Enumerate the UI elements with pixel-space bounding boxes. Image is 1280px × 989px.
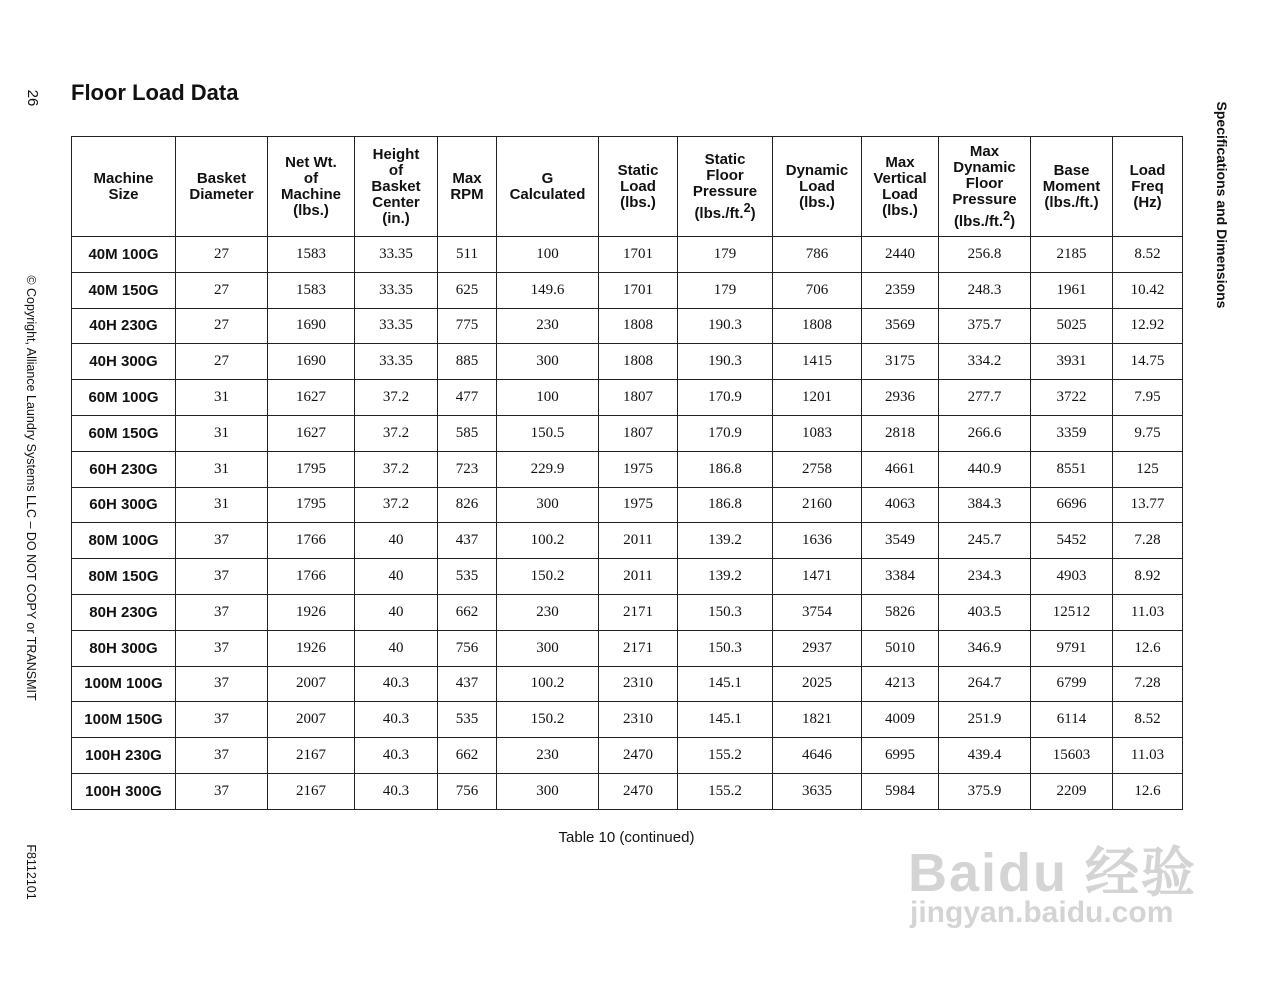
table-row <box>72 272 1183 308</box>
table-cell: 12.6 <box>1113 630 1183 666</box>
column-header-line: of <box>388 161 404 179</box>
column-header <box>678 137 773 237</box>
table-cell: 1807 <box>599 415 678 451</box>
table-cell: 300 <box>497 630 599 666</box>
column-header-unit-end: ) <box>1010 212 1016 230</box>
watermark-url-text: jingyan.baidu.com <box>910 896 1174 929</box>
table-row <box>72 738 1183 774</box>
floor-load-table <box>71 136 1183 810</box>
table-cell: 40.3 <box>355 666 438 702</box>
table-cell: 2167 <box>268 773 355 809</box>
table-row <box>72 380 1183 416</box>
column-header-line: Moment <box>1042 177 1101 195</box>
table-cell: 9791 <box>1031 630 1113 666</box>
table-cell: 186.8 <box>678 487 773 523</box>
table-row <box>72 344 1183 380</box>
column-header-line: Base <box>1053 161 1090 179</box>
table-cell: 33.35 <box>355 237 438 273</box>
table-cell: 27 <box>176 308 268 344</box>
column-header-line: Dynamic <box>785 161 849 179</box>
table-body <box>72 237 1183 810</box>
table-cell: 300 <box>497 344 599 380</box>
table-cell: 40.3 <box>355 702 438 738</box>
table-cell: 1471 <box>773 559 862 595</box>
table-row <box>72 523 1183 559</box>
machine-size-cell: 60M 100G <box>72 380 176 416</box>
table-cell: 2171 <box>599 594 678 630</box>
table-cell: 1766 <box>268 559 355 595</box>
table-cell: 37.2 <box>355 380 438 416</box>
table-cell: 186.8 <box>678 451 773 487</box>
column-header-line: Static <box>617 161 659 179</box>
column-header-line: Dynamic <box>953 158 1016 176</box>
table-row <box>72 666 1183 702</box>
table-cell: 266.6 <box>939 415 1031 451</box>
table-cell: 535 <box>438 702 497 738</box>
column-header-line: (lbs.) <box>293 201 329 219</box>
table-cell: 40.3 <box>355 738 438 774</box>
column-header-line: G <box>541 169 554 187</box>
machine-size-cell: 100H 300G <box>72 773 176 809</box>
table-cell: 5010 <box>862 630 939 666</box>
table-cell: 1583 <box>268 272 355 308</box>
table-cell: 150.2 <box>497 559 599 595</box>
table-cell: 1795 <box>268 451 355 487</box>
column-header <box>72 137 176 237</box>
table-cell: 706 <box>773 272 862 308</box>
table-cell: 31 <box>176 380 268 416</box>
table-cell: 37 <box>176 773 268 809</box>
table-cell: 100 <box>497 380 599 416</box>
table-cell: 3384 <box>862 559 939 595</box>
column-header <box>176 137 268 237</box>
column-header <box>438 137 497 237</box>
machine-size-cell: 40M 150G <box>72 272 176 308</box>
column-header-line: Load <box>799 177 835 195</box>
table-cell: 1627 <box>268 380 355 416</box>
table-cell: 662 <box>438 594 497 630</box>
column-header-line: Floor <box>965 174 1004 192</box>
table-cell: 826 <box>438 487 497 523</box>
machine-size-cell: 80M 150G <box>72 559 176 595</box>
table-cell: 37 <box>176 594 268 630</box>
table-row <box>72 415 1183 451</box>
column-header-line: Vertical <box>873 169 927 187</box>
table-cell: 5025 <box>1031 308 1113 344</box>
section-heading: Specifications and Dimensions <box>1214 101 1230 309</box>
table-cell: 230 <box>497 308 599 344</box>
table-cell: 256.8 <box>939 237 1031 273</box>
column-header-line: Floor <box>706 166 744 184</box>
column-header <box>355 137 438 237</box>
table-header-row <box>72 137 1183 237</box>
machine-size-cell: 100M 100G <box>72 666 176 702</box>
table-cell: 3175 <box>862 344 939 380</box>
column-header-line: Machine <box>93 169 154 187</box>
table-cell: 190.3 <box>678 308 773 344</box>
table-cell: 4661 <box>862 451 939 487</box>
column-header <box>268 137 355 237</box>
table-cell: 384.3 <box>939 487 1031 523</box>
column-header <box>1113 137 1183 237</box>
machine-size-cell: 60M 150G <box>72 415 176 451</box>
column-header-line: of <box>303 169 319 187</box>
table-cell: 37 <box>176 523 268 559</box>
table-cell: 15603 <box>1031 738 1113 774</box>
table-row <box>72 487 1183 523</box>
table-cell: 756 <box>438 773 497 809</box>
table-cell: 150.3 <box>678 594 773 630</box>
copyright-notice: © Copyright, Alliance Laundry Systems LLC – DO NOT COPY or TRANSMIT <box>24 275 38 701</box>
table-cell: 9.75 <box>1113 415 1183 451</box>
table-cell: 170.9 <box>678 415 773 451</box>
column-header-line: Max <box>969 142 1000 160</box>
column-header-line: Pressure <box>692 182 758 200</box>
table-cell: 2359 <box>862 272 939 308</box>
table-cell: 33.35 <box>355 344 438 380</box>
table-cell: 100.2 <box>497 523 599 559</box>
column-header <box>497 137 599 237</box>
table-cell: 245.7 <box>939 523 1031 559</box>
table-cell: 3931 <box>1031 344 1113 380</box>
table-cell: 2011 <box>599 559 678 595</box>
table-cell: 37 <box>176 630 268 666</box>
table-cell: 7.28 <box>1113 666 1183 702</box>
table-cell: 585 <box>438 415 497 451</box>
table-cell: 31 <box>176 415 268 451</box>
column-header-line: Freq <box>1131 177 1164 195</box>
column-header-unit: (lbs./ft. <box>694 204 744 222</box>
table-cell: 4063 <box>862 487 939 523</box>
column-header-unit: (lbs./ft. <box>953 212 1004 230</box>
table-cell: 334.2 <box>939 344 1031 380</box>
table-cell: 1201 <box>773 380 862 416</box>
page-title: Floor Load Data <box>71 80 239 105</box>
table-cell: 248.3 <box>939 272 1031 308</box>
column-header-line: Pressure <box>952 190 1017 208</box>
column-header-unit-exponent: 2 <box>1003 208 1011 223</box>
table-cell: 346.9 <box>939 630 1031 666</box>
table-cell: 786 <box>773 237 862 273</box>
column-header-line: Static <box>704 150 746 168</box>
column-header-line: Net Wt. <box>285 153 337 171</box>
table-cell: 4213 <box>862 666 939 702</box>
table-cell: 2310 <box>599 702 678 738</box>
table-cell: 2310 <box>599 666 678 702</box>
column-header-line: Machine <box>280 185 341 203</box>
machine-size-cell: 80H 230G <box>72 594 176 630</box>
table-row <box>72 237 1183 273</box>
table-cell: 2470 <box>599 738 678 774</box>
table-cell: 2025 <box>773 666 862 702</box>
column-header-line: (in.) <box>382 209 410 227</box>
table-cell: 2167 <box>268 738 355 774</box>
table-cell: 437 <box>438 666 497 702</box>
table-cell: 2011 <box>599 523 678 559</box>
machine-size-cell: 40H 230G <box>72 308 176 344</box>
table-cell: 775 <box>438 308 497 344</box>
table-cell: 885 <box>438 344 497 380</box>
table-cell: 1627 <box>268 415 355 451</box>
table-cell: 2160 <box>773 487 862 523</box>
table-cell: 4903 <box>1031 559 1113 595</box>
table-cell: 2937 <box>773 630 862 666</box>
table-cell: 234.3 <box>939 559 1031 595</box>
column-header-line: Calculated <box>509 185 586 203</box>
table-cell: 1808 <box>599 308 678 344</box>
machine-size-cell: 40M 100G <box>72 237 176 273</box>
column-header-unit-exponent: 2 <box>743 200 751 215</box>
watermark-main-text: Baidu 经验 <box>908 843 1198 903</box>
table-cell: 375.9 <box>939 773 1031 809</box>
column-header-line: Size <box>108 185 139 203</box>
table-cell: 37 <box>176 559 268 595</box>
table-cell: 229.9 <box>497 451 599 487</box>
table-cell: 8.52 <box>1113 702 1183 738</box>
table-cell: 723 <box>438 451 497 487</box>
table-cell: 277.7 <box>939 380 1031 416</box>
table-cell: 37 <box>176 702 268 738</box>
table-cell: 170.9 <box>678 380 773 416</box>
table-cell: 33.35 <box>355 308 438 344</box>
column-header-line: Load <box>882 185 918 203</box>
table-cell: 230 <box>497 594 599 630</box>
column-header-line: Max <box>885 153 915 171</box>
table-cell: 1766 <box>268 523 355 559</box>
table-row <box>72 451 1183 487</box>
table-cell: 1083 <box>773 415 862 451</box>
table-cell: 4646 <box>773 738 862 774</box>
column-header <box>939 137 1031 237</box>
table-cell: 1808 <box>599 344 678 380</box>
table-caption: Table 10 (continued) <box>558 829 695 846</box>
table-cell: 27 <box>176 237 268 273</box>
machine-size-cell: 80H 300G <box>72 630 176 666</box>
table-cell: 300 <box>497 773 599 809</box>
table-cell: 2171 <box>599 630 678 666</box>
table-cell: 375.7 <box>939 308 1031 344</box>
column-header-line: Load <box>620 177 656 195</box>
table-cell: 40.3 <box>355 773 438 809</box>
table-cell: 6696 <box>1031 487 1113 523</box>
table-cell: 1583 <box>268 237 355 273</box>
table-cell: 8.92 <box>1113 559 1183 595</box>
table-cell: 40 <box>355 523 438 559</box>
machine-size-cell: 60H 300G <box>72 487 176 523</box>
table-cell: 149.6 <box>497 272 599 308</box>
column-header-line: Height <box>372 145 420 163</box>
table-cell: 1807 <box>599 380 678 416</box>
table-cell: 11.03 <box>1113 594 1183 630</box>
table-cell: 40 <box>355 630 438 666</box>
table-cell: 1701 <box>599 272 678 308</box>
table-cell: 756 <box>438 630 497 666</box>
column-header-line: (Hz) <box>1133 193 1162 211</box>
table-cell: 2007 <box>268 666 355 702</box>
table-cell: 155.2 <box>678 773 773 809</box>
table-cell: 125 <box>1113 451 1183 487</box>
table-cell: 1926 <box>268 630 355 666</box>
table-cell: 2209 <box>1031 773 1113 809</box>
table-cell: 11.03 <box>1113 738 1183 774</box>
table-cell: 37.2 <box>355 487 438 523</box>
table-cell: 1636 <box>773 523 862 559</box>
document-id: F8112101 <box>24 844 38 900</box>
table-cell: 37 <box>176 666 268 702</box>
table-cell: 12.6 <box>1113 773 1183 809</box>
table-cell: 8551 <box>1031 451 1113 487</box>
column-header-line: Basket <box>371 177 421 195</box>
table-cell: 12.92 <box>1113 308 1183 344</box>
table-cell: 13.77 <box>1113 487 1183 523</box>
table-cell: 6114 <box>1031 702 1113 738</box>
table-cell: 1690 <box>268 308 355 344</box>
column-header <box>1031 137 1113 237</box>
table-cell: 511 <box>438 237 497 273</box>
table-cell: 439.4 <box>939 738 1031 774</box>
table-cell: 190.3 <box>678 344 773 380</box>
table-cell: 150.2 <box>497 702 599 738</box>
table-cell: 1415 <box>773 344 862 380</box>
table-cell: 7.95 <box>1113 380 1183 416</box>
column-header-line: Center <box>372 193 420 211</box>
table-cell: 1821 <box>773 702 862 738</box>
table-cell: 2007 <box>268 702 355 738</box>
table-cell: 40 <box>355 559 438 595</box>
column-header-line: RPM <box>450 185 484 203</box>
table-cell: 440.9 <box>939 451 1031 487</box>
table-cell: 12512 <box>1031 594 1113 630</box>
table-cell: 3722 <box>1031 380 1113 416</box>
table-cell: 155.2 <box>678 738 773 774</box>
column-header-unit-end: ) <box>750 204 756 222</box>
table-cell: 7.28 <box>1113 523 1183 559</box>
column-header-line: Load <box>1129 161 1166 179</box>
table-cell: 150.5 <box>497 415 599 451</box>
table-cell: 179 <box>678 237 773 273</box>
table-cell: 5826 <box>862 594 939 630</box>
machine-size-cell: 60H 230G <box>72 451 176 487</box>
table-cell: 300 <box>497 487 599 523</box>
table-cell: 1961 <box>1031 272 1113 308</box>
table-cell: 150.3 <box>678 630 773 666</box>
table-cell: 3359 <box>1031 415 1113 451</box>
column-header-line: Basket <box>196 169 247 187</box>
column-header-line: (lbs.) <box>799 193 835 211</box>
column-header-line: Max <box>452 169 482 187</box>
table-cell: 251.9 <box>939 702 1031 738</box>
table-cell: 27 <box>176 344 268 380</box>
column-header-line: (lbs.) <box>882 201 918 219</box>
table-cell: 2185 <box>1031 237 1113 273</box>
table-cell: 2936 <box>862 380 939 416</box>
table-cell: 139.2 <box>678 523 773 559</box>
table-cell: 40 <box>355 594 438 630</box>
table-row <box>72 594 1183 630</box>
table-cell: 2440 <box>862 237 939 273</box>
table-cell: 230 <box>497 738 599 774</box>
machine-size-cell: 80M 100G <box>72 523 176 559</box>
table-cell: 100.2 <box>497 666 599 702</box>
table-cell: 1701 <box>599 237 678 273</box>
table-cell: 403.5 <box>939 594 1031 630</box>
column-header-line: Diameter <box>189 185 254 203</box>
table-cell: 3549 <box>862 523 939 559</box>
machine-size-cell: 100M 150G <box>72 702 176 738</box>
machine-size-cell: 40H 300G <box>72 344 176 380</box>
table-cell: 31 <box>176 451 268 487</box>
table-row <box>72 630 1183 666</box>
table-row <box>72 559 1183 595</box>
table-cell: 3635 <box>773 773 862 809</box>
table-cell: 3569 <box>862 308 939 344</box>
table-cell: 2818 <box>862 415 939 451</box>
table-cell: 437 <box>438 523 497 559</box>
table-cell: 37 <box>176 738 268 774</box>
table-cell: 31 <box>176 487 268 523</box>
table-cell: 14.75 <box>1113 344 1183 380</box>
table-cell: 2470 <box>599 773 678 809</box>
table-cell: 179 <box>678 272 773 308</box>
table-cell: 6799 <box>1031 666 1113 702</box>
table-cell: 37.2 <box>355 451 438 487</box>
table-cell: 625 <box>438 272 497 308</box>
table-row <box>72 773 1183 809</box>
table-cell: 1975 <box>599 487 678 523</box>
baidu-watermark <box>908 830 1208 940</box>
table-cell: 5984 <box>862 773 939 809</box>
table-cell: 100 <box>497 237 599 273</box>
table-cell: 535 <box>438 559 497 595</box>
table-cell: 264.7 <box>939 666 1031 702</box>
table-row <box>72 308 1183 344</box>
table-cell: 33.35 <box>355 272 438 308</box>
table-cell: 4009 <box>862 702 939 738</box>
table-cell: 8.52 <box>1113 237 1183 273</box>
table-cell: 1795 <box>268 487 355 523</box>
table-cell: 3754 <box>773 594 862 630</box>
table-cell: 662 <box>438 738 497 774</box>
table-cell: 1690 <box>268 344 355 380</box>
table-cell: 145.1 <box>678 702 773 738</box>
table-cell: 2758 <box>773 451 862 487</box>
table-cell: 10.42 <box>1113 272 1183 308</box>
table-cell: 1975 <box>599 451 678 487</box>
table-cell: 1926 <box>268 594 355 630</box>
table-cell: 27 <box>176 272 268 308</box>
page-number: 26 <box>24 89 41 107</box>
table-cell: 477 <box>438 380 497 416</box>
table-cell: 5452 <box>1031 523 1113 559</box>
column-header <box>773 137 862 237</box>
column-header-line: (lbs.) <box>620 193 656 211</box>
column-header <box>862 137 939 237</box>
table-cell: 145.1 <box>678 666 773 702</box>
machine-size-cell: 100H 230G <box>72 738 176 774</box>
column-header-line: (lbs./ft.) <box>1044 193 1099 211</box>
table-cell: 6995 <box>862 738 939 774</box>
column-header <box>599 137 678 237</box>
table-cell: 1808 <box>773 308 862 344</box>
table-row <box>72 702 1183 738</box>
table-cell: 139.2 <box>678 559 773 595</box>
table-cell: 37.2 <box>355 415 438 451</box>
